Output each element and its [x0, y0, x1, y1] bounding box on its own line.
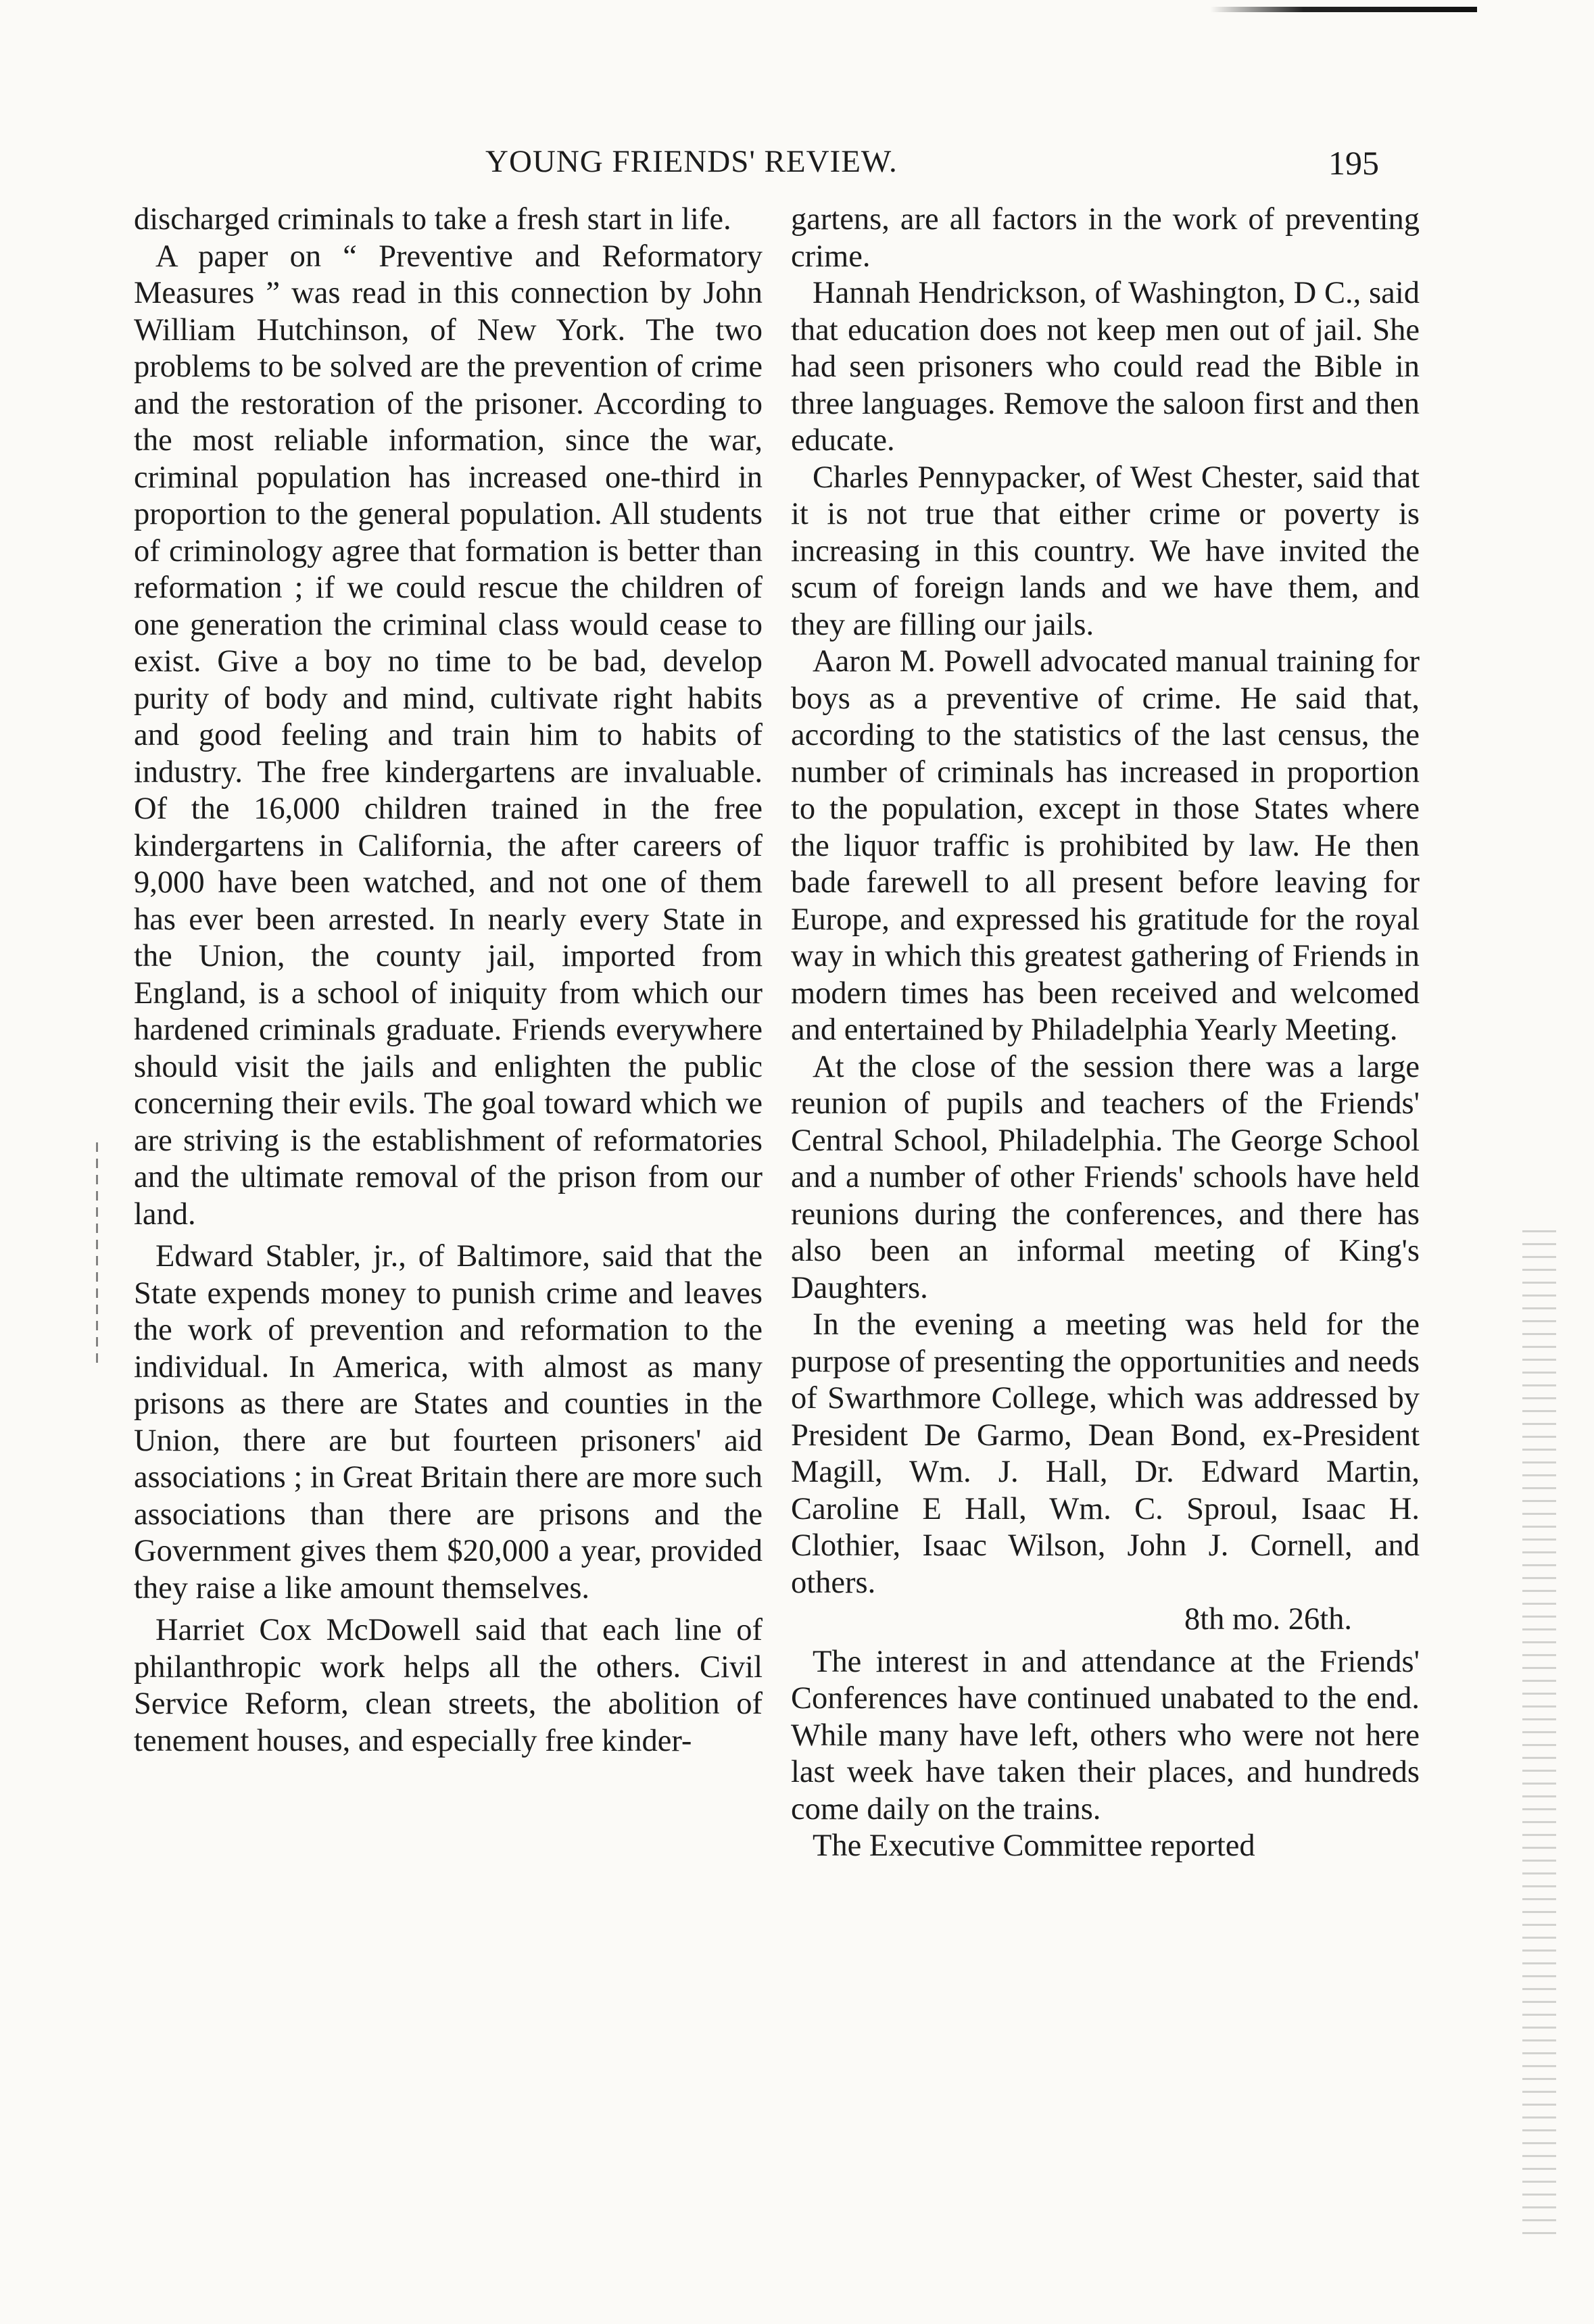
paragraph: Charles Pennypacker, of West Chester, said that it is not true that either crime or poverty is increasing in this country. We have invited the scum of foreign lands and we have them, and they are filling our jails. — [791, 460, 1420, 642]
scan-edge-noise — [1522, 1230, 1556, 2237]
paragraph: A paper on “ Preventive and Reformatory Measures ” was read in this connection by John William Hutchinson, of New York. The two problems to be solved are the prevention of crime and the restoration of the prisoner. According to the most reliable information, since the war, criminal population has increased one-third in proportion to the general population. All students of criminology agree that formation is better than reformation ; if we could rescue the children of one generation the criminal class would cease to exist. Give a boy no time to be bad, develop purity of body and mind, cultivate right habits and good feeling and train him to habits of industry. The free kindergartens are invaluable. Of the 16,000 children trained in the free kindergartens in California, the after careers of 9,000 have been watched, and not one of them has ever been arrested. In nearly every State in the Union, the county jail, imported from England, is a school of iniquity from which our hardened criminals graduate. Friends everywhere should visit the jails and enlighten the public concerning their evils. The goal toward which we are striving is the establishment of reformatories and the ultimate removal of the prison from our land. — [134, 239, 763, 1232]
paragraph: Harriet Cox McDowell said that each line of philanthropic work helps all the others. Civil Service Reform, clean streets, the abolition of tenement houses, and especially free kinder- — [134, 1613, 763, 1758]
margin-mark — [96, 1142, 98, 1365]
paragraph: In the evening a meeting was held for the purpose of presenting the opportunities and needs of Swarthmore College, which was addressed by President De Garmo, Dean Bond, ex-President Magill, Wm. J. Hall, Dr. Edward Martin, Caroline E Hall, Wm. C. Sproul, Isaac H. Clothier, Isaac Wilson, John J. Cornell, and others. — [791, 1307, 1420, 1600]
paragraph: discharged criminals to take a fresh start in life. — [134, 202, 731, 237]
paragraph: Aaron M. Powell advocated manual training for boys as a preventive of crime. He said that, according to the statistics of the last census, the number of criminals has increased in proportion to the population, except in those States where the liquor traffic is prohibited by law. He then bade farewell to all present before leaving for Europe, and expressed his gratitude for the royal way in which this greatest gathering of Friends in modern times has been received and welcomed and entertained by Philadelphia Yearly Meeting. — [791, 644, 1420, 1047]
running-header — [135, 143, 1379, 191]
paragraph: The Executive Committee reported — [813, 1829, 1255, 1863]
left-column — [134, 201, 763, 1760]
journal-title: YOUNG FRIENDS' REVIEW. — [485, 144, 898, 179]
top-rule — [1210, 7, 1477, 12]
paragraph: Edward Stabler, jr., of Baltimore, said that the State expends money to punish crime and leaves the work of prevention and reformation to the individual. In America, with almost as many prisons as there are States and counties in the Union, there are but fourteen prisoners' aid associations ; in Great Britain there are more such associations than there are prisons and the Government gives them $20,000 a year, provided they raise a like amount themselves. — [134, 1239, 763, 1605]
right-column — [791, 201, 1420, 1865]
paragraph: gartens, are all factors in the work of preventing crime. — [791, 202, 1420, 274]
paragraph: At the close of the session there was a large reunion of pupils and teachers of the Friends' Central School, Philadelphia. The George School and a number of other Friends' schools have held reunions during the conferences, and there has also been an informal meeting of King's Daughters. — [791, 1049, 1420, 1305]
paragraph: Hannah Hendrickson, of Washington, D C., said that education does not keep men out of jail. She had seen prisoners who could read the Bible in three languages. Remove the saloon first and then educate. — [791, 276, 1420, 458]
dateline: 8th mo. 26th. — [1184, 1602, 1352, 1637]
paragraph: The interest in and attendance at the Friends' Conferences have continued unabated to the end. While many have left, others who were not here last week have taken their places, and hundreds come daily on the trains. — [791, 1644, 1420, 1826]
page-number: 195 — [1328, 144, 1379, 182]
